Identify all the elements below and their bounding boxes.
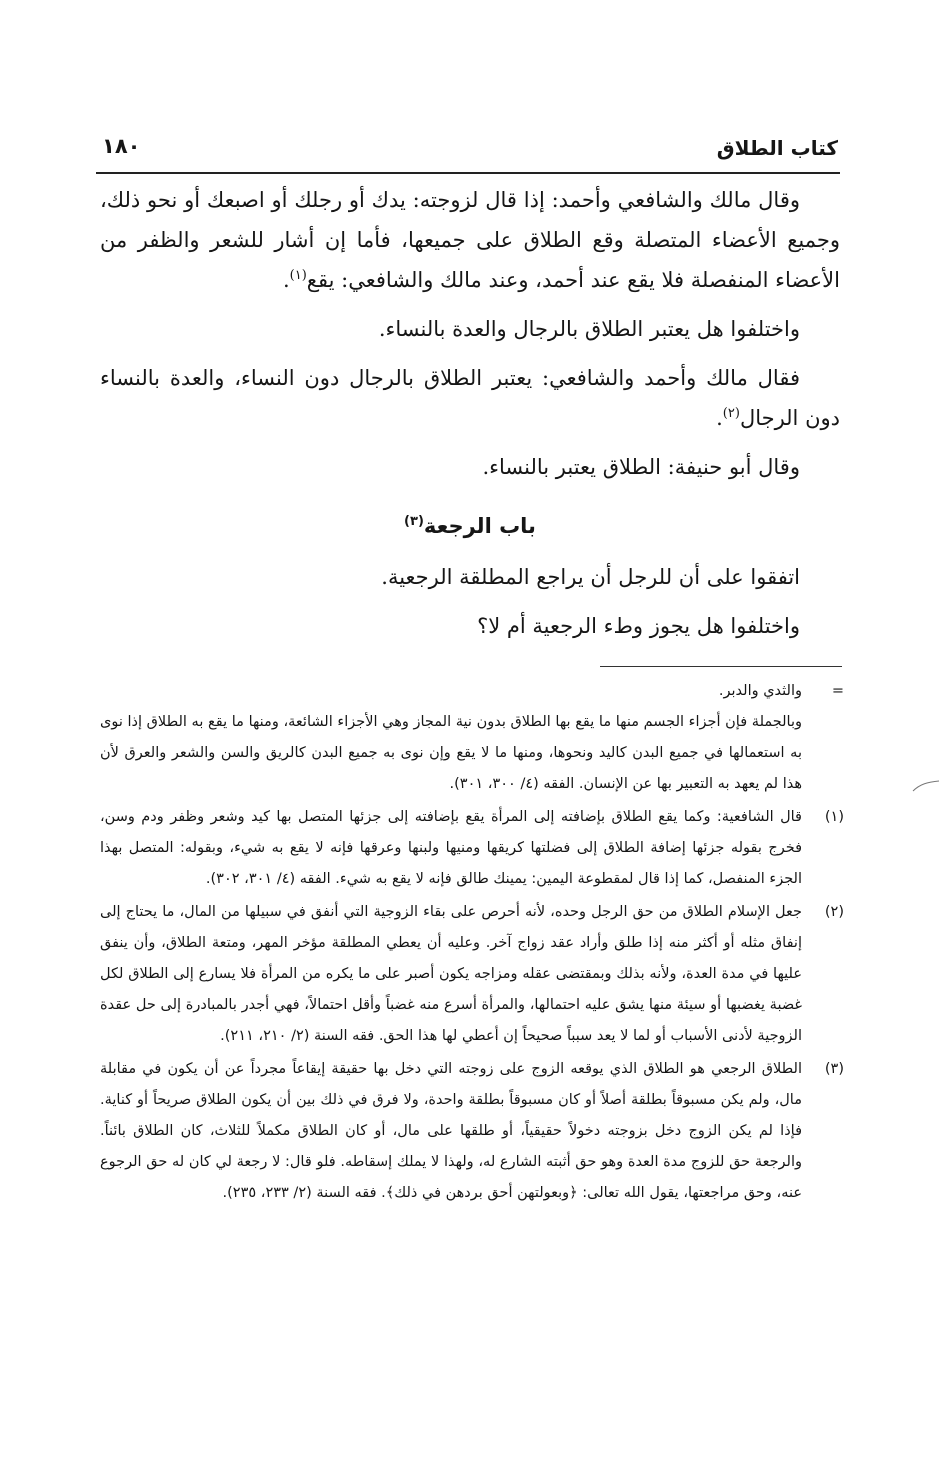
continuation-mark: = xyxy=(831,683,844,699)
page-header xyxy=(96,132,838,172)
paragraph-6: واختلفوا هل يجوز وطء الرجعية أم لا؟ xyxy=(477,614,800,638)
main-text xyxy=(100,180,840,655)
footnote-mark: (١) xyxy=(824,809,844,825)
footnote-3 xyxy=(100,1054,844,1209)
running-title: كتاب الطلاق xyxy=(716,136,838,160)
footnote-ref-3[interactable]: (٣) xyxy=(404,514,424,529)
footnote-text: الطلاق الرجعي هو الطلاق الذي يوقعه الزوج على زوجته التي دخل بها حقيقة إيقاعاً مجرداً عن أن يكون في مقابلة مال، ولم يكن مسبوقاً بطلقة أصلاً أو كان مسبوقاً بطلقة واحدة، ولا فرق في ذلك بين أن يكون الطلاق صريحاً أو كناية. فإذا لم يكن الزوج دخل بزوجته دخولاً حقيقياً، أو طلقها على مال، أو كان الطلاق مكملاً للثلاث، كان الطلاق بائناً. والرجعة حق للزوج مدة العدة وهو حق أثبته الشارع له، ولهذا لا يملك إسقاطه. فلو قال: لا رجعة لي كان له حق الرجوع عنه، وحق مراجعتها، يقول الله تعالى: ﴿وبعولتهن أحق بردهن في ذلك﴾. فقه السنة (٢/ ٢٣٣، ٢٣٥). xyxy=(100,1061,802,1201)
footnote-text: قال الشافعية: وكما يقع الطلاق بإضافته إلى المرأة يقع بإضافته إلى جزئها المتصل بها كيد وشعر وظفر ودم وسن، فخرج بقوله جزئها إضافة الطلاق إلى فضلتها كريقها ومنيها ولبنها وعرقها فإنه لا يقع به شيء، وبقوله: المتصل بهذا الجزء المنفصل، كما إذا قال لمقطوعة اليمين: يمينك طالق فإنه لا يقع به شيء. الفقه (٤/ ٣٠١، ٣٠٢). xyxy=(100,809,802,887)
footnote-continuation xyxy=(100,676,844,800)
paragraph-2: واختلفوا هل يعتبر الطلاق بالرجال والعدة بالنساء. xyxy=(378,317,800,341)
section-heading: باب الرجعة$^{(٣)}$ xyxy=(404,514,536,538)
paragraph-3: فقال مالك وأحمد والشافعي: يعتبر الطلاق بالرجال دون النساء، والعدة بالنساء دون الرجال$^{(٢)}$. xyxy=(100,366,840,430)
footnote-mark: (٢) xyxy=(824,904,844,920)
footnote-mark: (٣) xyxy=(824,1061,844,1077)
footnote-text: جعل الإسلام الطلاق من حق الرجل وحده، لأنه أحرص على بقاء الزوجية التي أنفق في سبيلها من المال، ما يحتاج إلى إنفاق مثله أو أكثر منه إذا طلق وأراد عقد زواج آخر. وعليه أن يعطي المطلقة مؤخر المهر، ومتعة الطلاق، وأن ينفق عليها في مدة العدة، ولأنه بذلك وبمقتضى عقله ومزاجه يكون أصبر على ما يكره من المرأة فلا يسارع إلى الطلاق لكل غضبة يغضبها أو سيئة منها يشق عليه احتمالها، والمرأة أسرع منه غضباً وأقل احتمالاً، فهي أجدر بالمبادرة إلى حل عقدة الزوجية لأدنى الأسباب أو لما لا يعد سبباً صحيحاً إن أعطي لها هذا الحق. فقه السنة (٢/ ٢١٠، ٢١١). xyxy=(100,904,802,1044)
footnote-1 xyxy=(100,802,844,895)
page-number: ١٨٠ xyxy=(102,134,141,158)
footnote-divider xyxy=(600,666,842,667)
paragraph-5: اتفقوا على أن للرجل أن يراجع المطلقة الرجعية. xyxy=(381,565,800,589)
footnote-ref-2[interactable]: (٢) xyxy=(722,406,740,421)
paragraph-1: وقال مالك والشافعي وأحمد: إذا قال لزوجته: يدك أو رجلك أو اصبعك أو نحو ذلك، وجميع الأعضاء المتصلة وقع الطلاق على جميعها، فأما إن أشار للشعر والظفر من الأعضاء المنفصلة فلا يقع عند أحمد، وعند مالك والشافعي: يقع$^{(١)}$. xyxy=(100,188,840,292)
footnote-ref-1[interactable]: (١) xyxy=(289,268,307,283)
paragraph-4: وقال أبو حنيفة: الطلاق يعتبر بالنساء. xyxy=(482,455,800,479)
header-divider xyxy=(96,172,840,174)
footnote-2 xyxy=(100,897,844,1052)
margin-stroke-icon xyxy=(912,779,940,793)
footnotes xyxy=(100,676,844,1211)
footnote-line: وبالجملة فإن أجزاء الجسم منها ما يقع بها الطلاق بدون نية المجاز وهي الأجزاء الشائعة، ومنها ما يقع به الطلاق إذا نوى به استعمالها في جميع البدن كاليد ونحوها، ومنها ما لا يقع وإن نوى به جميع البدن كالريق والسن والشعر والعرق لأن هذا لم يعهد به التعبير بها عن الإنسان. الفقه (٤/ ٣٠٠، ٣٠١). xyxy=(100,714,802,792)
footnote-line: والثدي والدبر. xyxy=(718,683,802,699)
